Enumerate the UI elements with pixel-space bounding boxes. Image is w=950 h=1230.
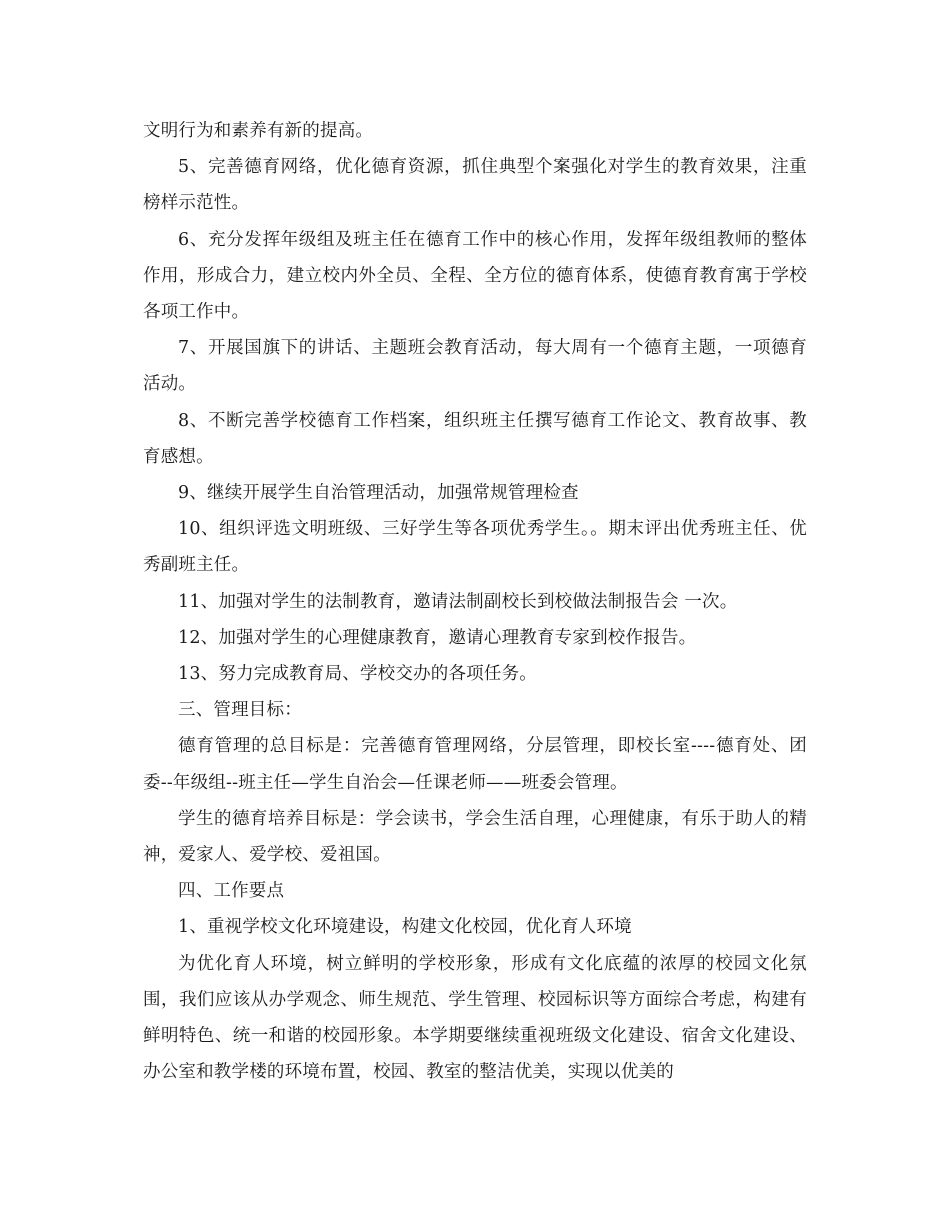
paragraph: 为优化育人环境，树立鲜明的学校形象，形成有文化底蕴的浓厚的校园文化氛围，我们应该从办学观念、师生规范、学生管理、校园标识等方面综合考虑，构建有鲜明特色、统一和谐的校园形象。本学期要继续重视班级文化建设、宿舍文化建设、办公室和教学楼的环境布置，校园、教室的整洁优美，实现以优美的	[143, 953, 807, 1083]
paragraph: 6、充分发挥年级组及班主任在德育工作中的核心作用，发挥年级组教师的整体作用，形成合力，建立校内外全员、全程、全方位的德育体系，使德育教育寓于学校各项工作中。	[143, 229, 807, 323]
section-heading: 四、工作要点	[178, 881, 285, 902]
paragraph: 学生的德育培养目标是：学会读书，学会生活自理，心理健康，有乐于助人的精神，爱家人、爱学校、爱祖国。	[143, 808, 807, 866]
paragraph: 5、完善德育网络，优化德育资源，抓住典型个案强化对学生的教育效果，注重榜样示范性。	[143, 157, 807, 214]
paragraph: 11、加强对学生的法制教育，邀请法制副校长到校做法制报告会 一次。	[178, 591, 738, 612]
paragraph: 9、继续开展学生自治管理活动，加强常规管理检查	[178, 483, 579, 504]
paragraph: 7、开展国旗下的讲话、主题班会教育活动，每大周有一个德育主题，一项德育活动。	[143, 338, 807, 395]
paragraph: 12、加强对学生的心理健康教育，邀请心理教育专家到校作报告。	[178, 627, 697, 648]
paragraph: 德育管理的总目标是：完善德育管理网络，分层管理，即校长室----德育处、团委--年级组--班主任—学生自治会—任课老师——班委会管理。	[143, 736, 807, 793]
section-heading: 三、管理目标：	[178, 700, 302, 721]
paragraph: 10、组织评选文明班级、三好学生等各项优秀学生。。期末评出优秀班主任、优秀副班主任。	[143, 519, 807, 576]
document-body	[143, 113, 807, 1090]
paragraph: 文明行为和素养有新的提高。	[143, 121, 374, 141]
paragraph: 8、不断完善学校德育工作档案，组织班主任撰写德育工作论文、教育故事、教育感想。	[143, 410, 807, 467]
paragraph: 1、重视学校文化环境建设，构建文化校园，优化育人环境	[178, 917, 632, 938]
paragraph: 13、努力完成教育局、学校交办的各项任务。	[178, 664, 537, 685]
